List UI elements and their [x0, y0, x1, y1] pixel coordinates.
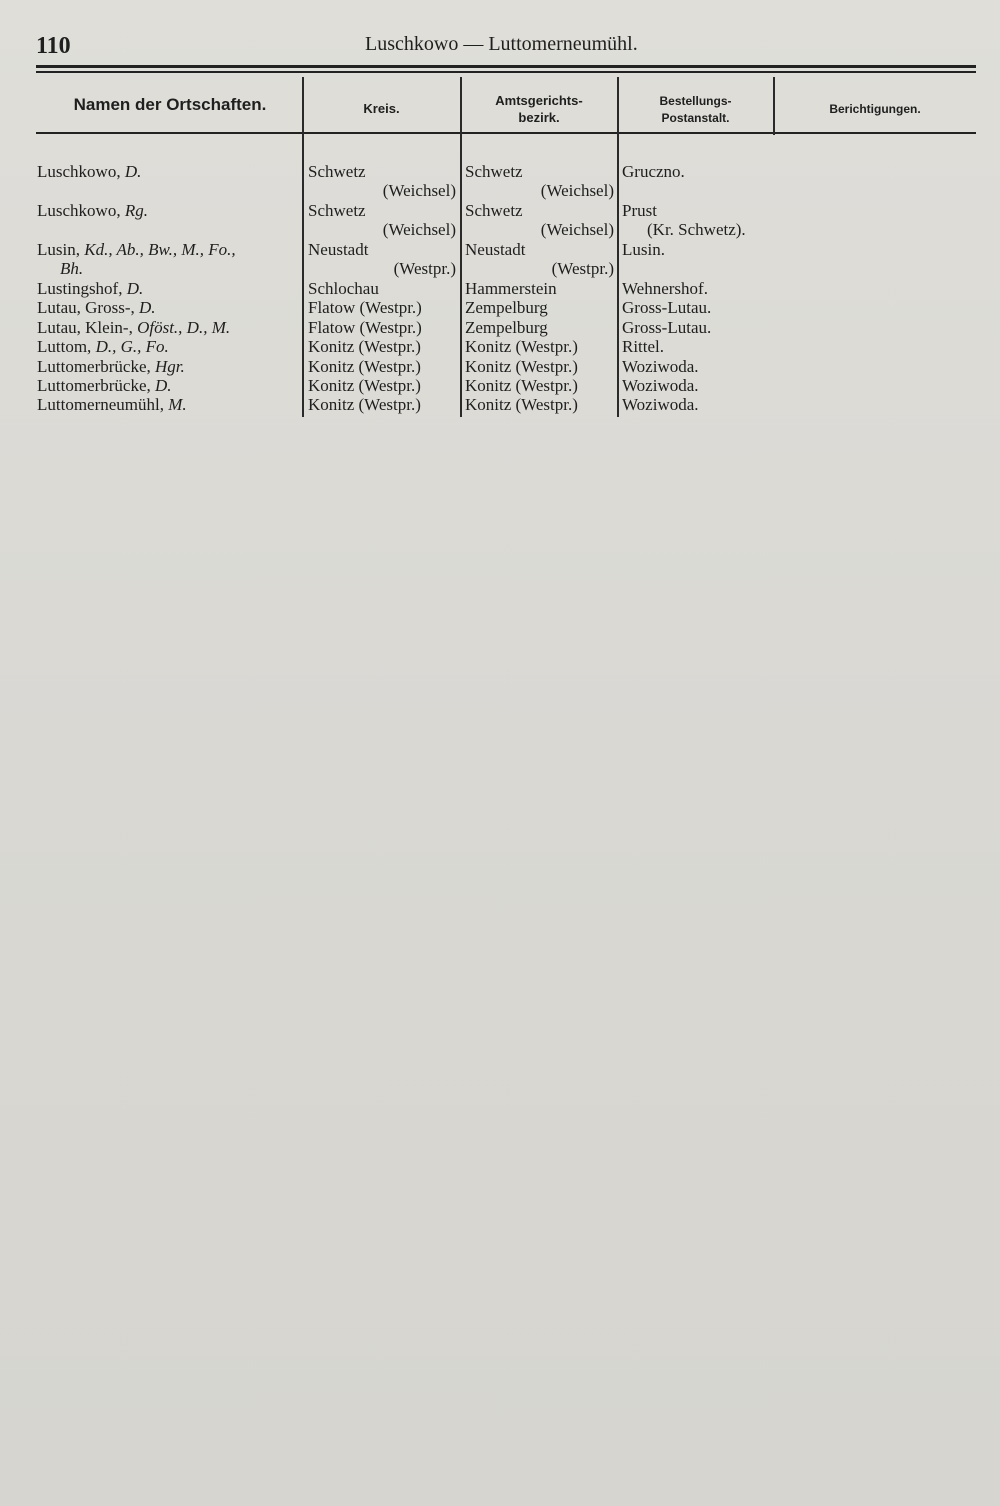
row-7-kreis: Konitz (Westpr.) [308, 337, 421, 356]
row-3-amts: Neustadt [465, 240, 526, 259]
header-best-1: Bestellungs- [659, 94, 732, 108]
row-1-amts-cont: (Weichsel) [540, 181, 614, 200]
row-3-name-cont: Bh. [60, 259, 84, 278]
row-2-post-cont: (Kr. Schwetz). [647, 220, 746, 239]
row-3-post: Lusin. [622, 240, 665, 259]
row-6-post: Gross-Lutau. [622, 318, 712, 337]
header-bericht: Berichtigungen. [829, 102, 921, 116]
row-8-kreis: Konitz (Westpr.) [308, 357, 421, 376]
row-5-kreis: Flatow (Westpr.) [308, 298, 422, 317]
row-9-amts: Konitz (Westpr.) [465, 376, 578, 395]
row-7-post: Rittel. [622, 337, 665, 356]
row-8-amts: Konitz (Westpr.) [465, 357, 578, 376]
header-amts-2: bezirk. [518, 110, 560, 125]
row-3-name: Lusin, Kd., Ab., Bw., M., Fo., [37, 240, 236, 259]
row-4-post: Wehnershof. [622, 279, 708, 298]
row-1-post: Gruczno. [622, 162, 685, 181]
row-10-kreis: Konitz (Westpr.) [308, 395, 421, 414]
row-2-name: Luschkowo, Rg. [37, 201, 148, 220]
row-2-amts-cont: (Weichsel) [540, 220, 614, 239]
row-1-name: Luschkowo, D. [37, 162, 142, 181]
row-9-post: Woziwoda. [622, 376, 699, 395]
row-10-name: Luttomerneumühl, M. [37, 395, 187, 414]
row-3-kreis: Neustadt [308, 240, 369, 259]
row-1-kreis: Schwetz [308, 162, 366, 181]
header-best-2: Postanstalt. [661, 111, 730, 125]
row-8-post: Woziwoda. [622, 357, 699, 376]
row-7-amts: Konitz (Westpr.) [465, 337, 578, 356]
row-3-amts-cont: (Westpr.) [551, 259, 614, 278]
row-10-amts: Konitz (Westpr.) [465, 395, 578, 414]
row-2-kreis-cont: (Weichsel) [382, 220, 456, 239]
header-kreis: Kreis. [363, 101, 400, 116]
row-4-kreis: Schlochau [308, 279, 379, 298]
top-rule-thin [36, 71, 976, 73]
row-9-name: Luttomerbrücke, D. [37, 376, 172, 395]
row-6-kreis: Flatow (Westpr.) [308, 318, 422, 337]
col-divider-1 [302, 77, 304, 417]
row-6-name: Lutau, Klein-, Oföst., D., M. [37, 318, 231, 337]
row-5-amts: Zempelburg [465, 298, 548, 317]
row-7-name: Luttom, D., G., Fo. [37, 337, 169, 356]
row-1-kreis-cont: (Weichsel) [382, 181, 456, 200]
col-divider-2 [460, 77, 462, 417]
header-amts-1: Amtsgerichts- [495, 93, 583, 108]
row-10-post: Woziwoda. [622, 395, 699, 414]
row-4-amts: Hammerstein [465, 279, 557, 298]
row-2-kreis: Schwetz [308, 201, 366, 220]
top-rule-thick [36, 65, 976, 68]
row-5-post: Gross-Lutau. [622, 298, 712, 317]
row-4-name: Lustingshof, D. [37, 279, 144, 298]
row-2-post: Prust [622, 201, 657, 220]
row-1-amts: Schwetz [465, 162, 523, 181]
running-title: Luschkowo — Luttomerneumühl. [365, 33, 638, 55]
row-3-kreis-cont: (Westpr.) [393, 259, 456, 278]
col-divider-3 [617, 77, 619, 417]
row-6-amts: Zempelburg [465, 318, 548, 337]
row-9-kreis: Konitz (Westpr.) [308, 376, 421, 395]
header-name: Namen der Ortschaften. [73, 95, 267, 114]
row-5-name: Lutau, Gross-, D. [37, 298, 156, 317]
header-bottom-rule [36, 132, 976, 134]
row-2-amts: Schwetz [465, 201, 523, 220]
row-8-name: Luttomerbrücke, Hgr. [37, 357, 185, 376]
page-number: 110 [36, 33, 71, 59]
